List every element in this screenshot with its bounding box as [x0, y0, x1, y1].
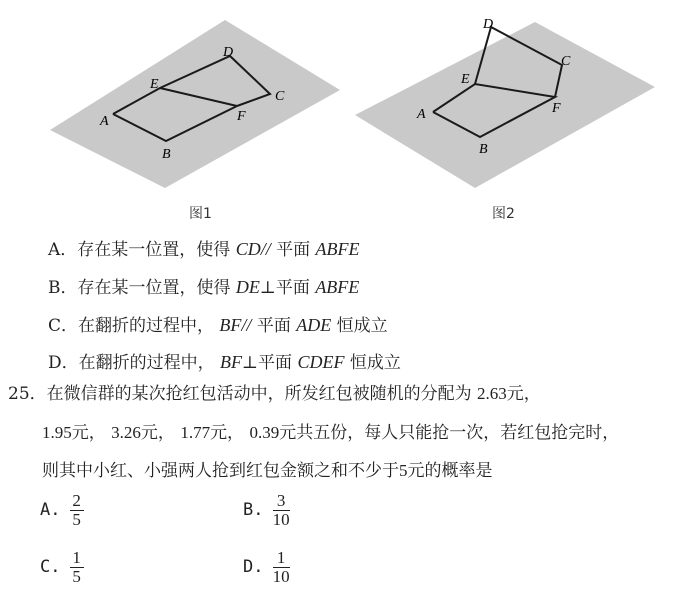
- plane-1: [50, 20, 340, 188]
- option-text: 恒成立: [349, 353, 401, 373]
- question-text: 元，: [140, 423, 175, 443]
- question-text: 元，: [71, 423, 106, 443]
- parallel-symbol: //: [241, 315, 252, 335]
- option-text: 恒成立: [336, 316, 388, 336]
- option-text: 平面: [275, 278, 310, 298]
- numerator: 2: [72, 491, 81, 510]
- question-text: 则其中小红、小强两人抢到红包金额之和不少于: [42, 461, 399, 481]
- option-text: 平面: [258, 353, 293, 373]
- point-c-label: C: [561, 54, 571, 69]
- point-a-label: A: [417, 107, 426, 122]
- fraction: [273, 549, 290, 586]
- point-e-label: E: [150, 77, 159, 92]
- option-letter: C．: [48, 316, 79, 336]
- amount-value: 2.63: [477, 384, 507, 403]
- math-expr: ADE: [296, 315, 332, 335]
- point-d-label: D: [223, 45, 234, 60]
- option-text: 存在某一位置，使得: [77, 278, 231, 298]
- denominator: 10: [272, 510, 290, 529]
- point-e-label: E: [461, 72, 470, 87]
- figure-1: [40, 10, 340, 200]
- point-f-label: F: [237, 109, 246, 124]
- q24-option-b: [48, 273, 359, 298]
- question-text: 元，: [210, 423, 245, 443]
- option-letter: B．: [48, 278, 78, 298]
- option-letter: D．: [48, 353, 79, 373]
- option-text: 存在某一位置，使得: [77, 240, 231, 260]
- parallel-symbol: //: [260, 239, 271, 259]
- q24-option-a: [48, 235, 360, 260]
- fraction: [70, 492, 84, 529]
- amount-value: 5: [399, 461, 408, 480]
- option-letter: C.: [40, 557, 61, 577]
- math-expr: BF: [219, 315, 242, 335]
- numerator: 1: [276, 548, 286, 567]
- math-expr: DE: [235, 277, 260, 297]
- plane-2: [355, 22, 655, 188]
- amount-value: 3.26: [111, 423, 141, 442]
- option-letter: A.: [40, 500, 61, 520]
- figure-2: [355, 10, 655, 200]
- option-text: 在翻折的过程中，: [78, 316, 215, 336]
- figure-1-caption: 图1: [189, 206, 212, 222]
- q24-option-c: [48, 311, 388, 336]
- figure-2-caption: 图2: [492, 206, 515, 222]
- fraction: [273, 492, 290, 529]
- option-text: 平面: [276, 240, 311, 260]
- point-c-label: C: [275, 89, 285, 104]
- fraction: [70, 549, 84, 586]
- math-expr: ABFE: [315, 277, 360, 297]
- q25-option-d: [243, 549, 290, 586]
- numerator: 1: [72, 548, 81, 567]
- question-text: 元共五份，每人只能抢一次，若红包抢完时，: [279, 423, 620, 443]
- option-text: 平面: [256, 316, 291, 336]
- numerator: 3: [276, 491, 286, 510]
- point-b-label: B: [162, 147, 171, 162]
- option-text: 在翻折的过程中，: [78, 353, 215, 373]
- option-letter: A．: [48, 240, 78, 260]
- perpendicular-symbol: ⊥: [242, 353, 259, 373]
- question-text: 在微信群的某次抢红包活动中，所发红包被随机的分配为: [46, 384, 472, 404]
- question-text: 元的概率是: [407, 461, 493, 481]
- denominator: 5: [72, 567, 81, 586]
- denominator: 10: [272, 567, 290, 586]
- q25-line-3: [42, 456, 493, 481]
- point-a-label: A: [100, 114, 109, 129]
- q25-option-c: [40, 549, 84, 586]
- math-expr: CD: [235, 239, 261, 259]
- question-number: 25．: [8, 384, 47, 404]
- q25-option-b: [243, 492, 290, 529]
- q24-option-d: [48, 348, 401, 373]
- math-expr: ABFE: [315, 239, 360, 259]
- amount-value: 1.77: [180, 423, 211, 442]
- q25-line-1: [8, 379, 541, 404]
- q25-option-a: [40, 492, 84, 529]
- denominator: 5: [72, 510, 81, 529]
- math-expr: CDEF: [297, 352, 345, 372]
- option-letter: D.: [243, 557, 264, 577]
- amount-value: 0.39: [249, 423, 280, 442]
- perpendicular-symbol: ⊥: [259, 278, 276, 298]
- math-expr: BF: [220, 352, 243, 372]
- question-text: 元，: [506, 384, 541, 404]
- option-letter: B.: [243, 500, 264, 520]
- amount-value: 1.95: [42, 423, 72, 442]
- point-d-label: D: [483, 17, 494, 32]
- q25-line-2: [42, 418, 619, 443]
- point-b-label: B: [479, 142, 488, 157]
- point-f-label: F: [552, 101, 561, 116]
